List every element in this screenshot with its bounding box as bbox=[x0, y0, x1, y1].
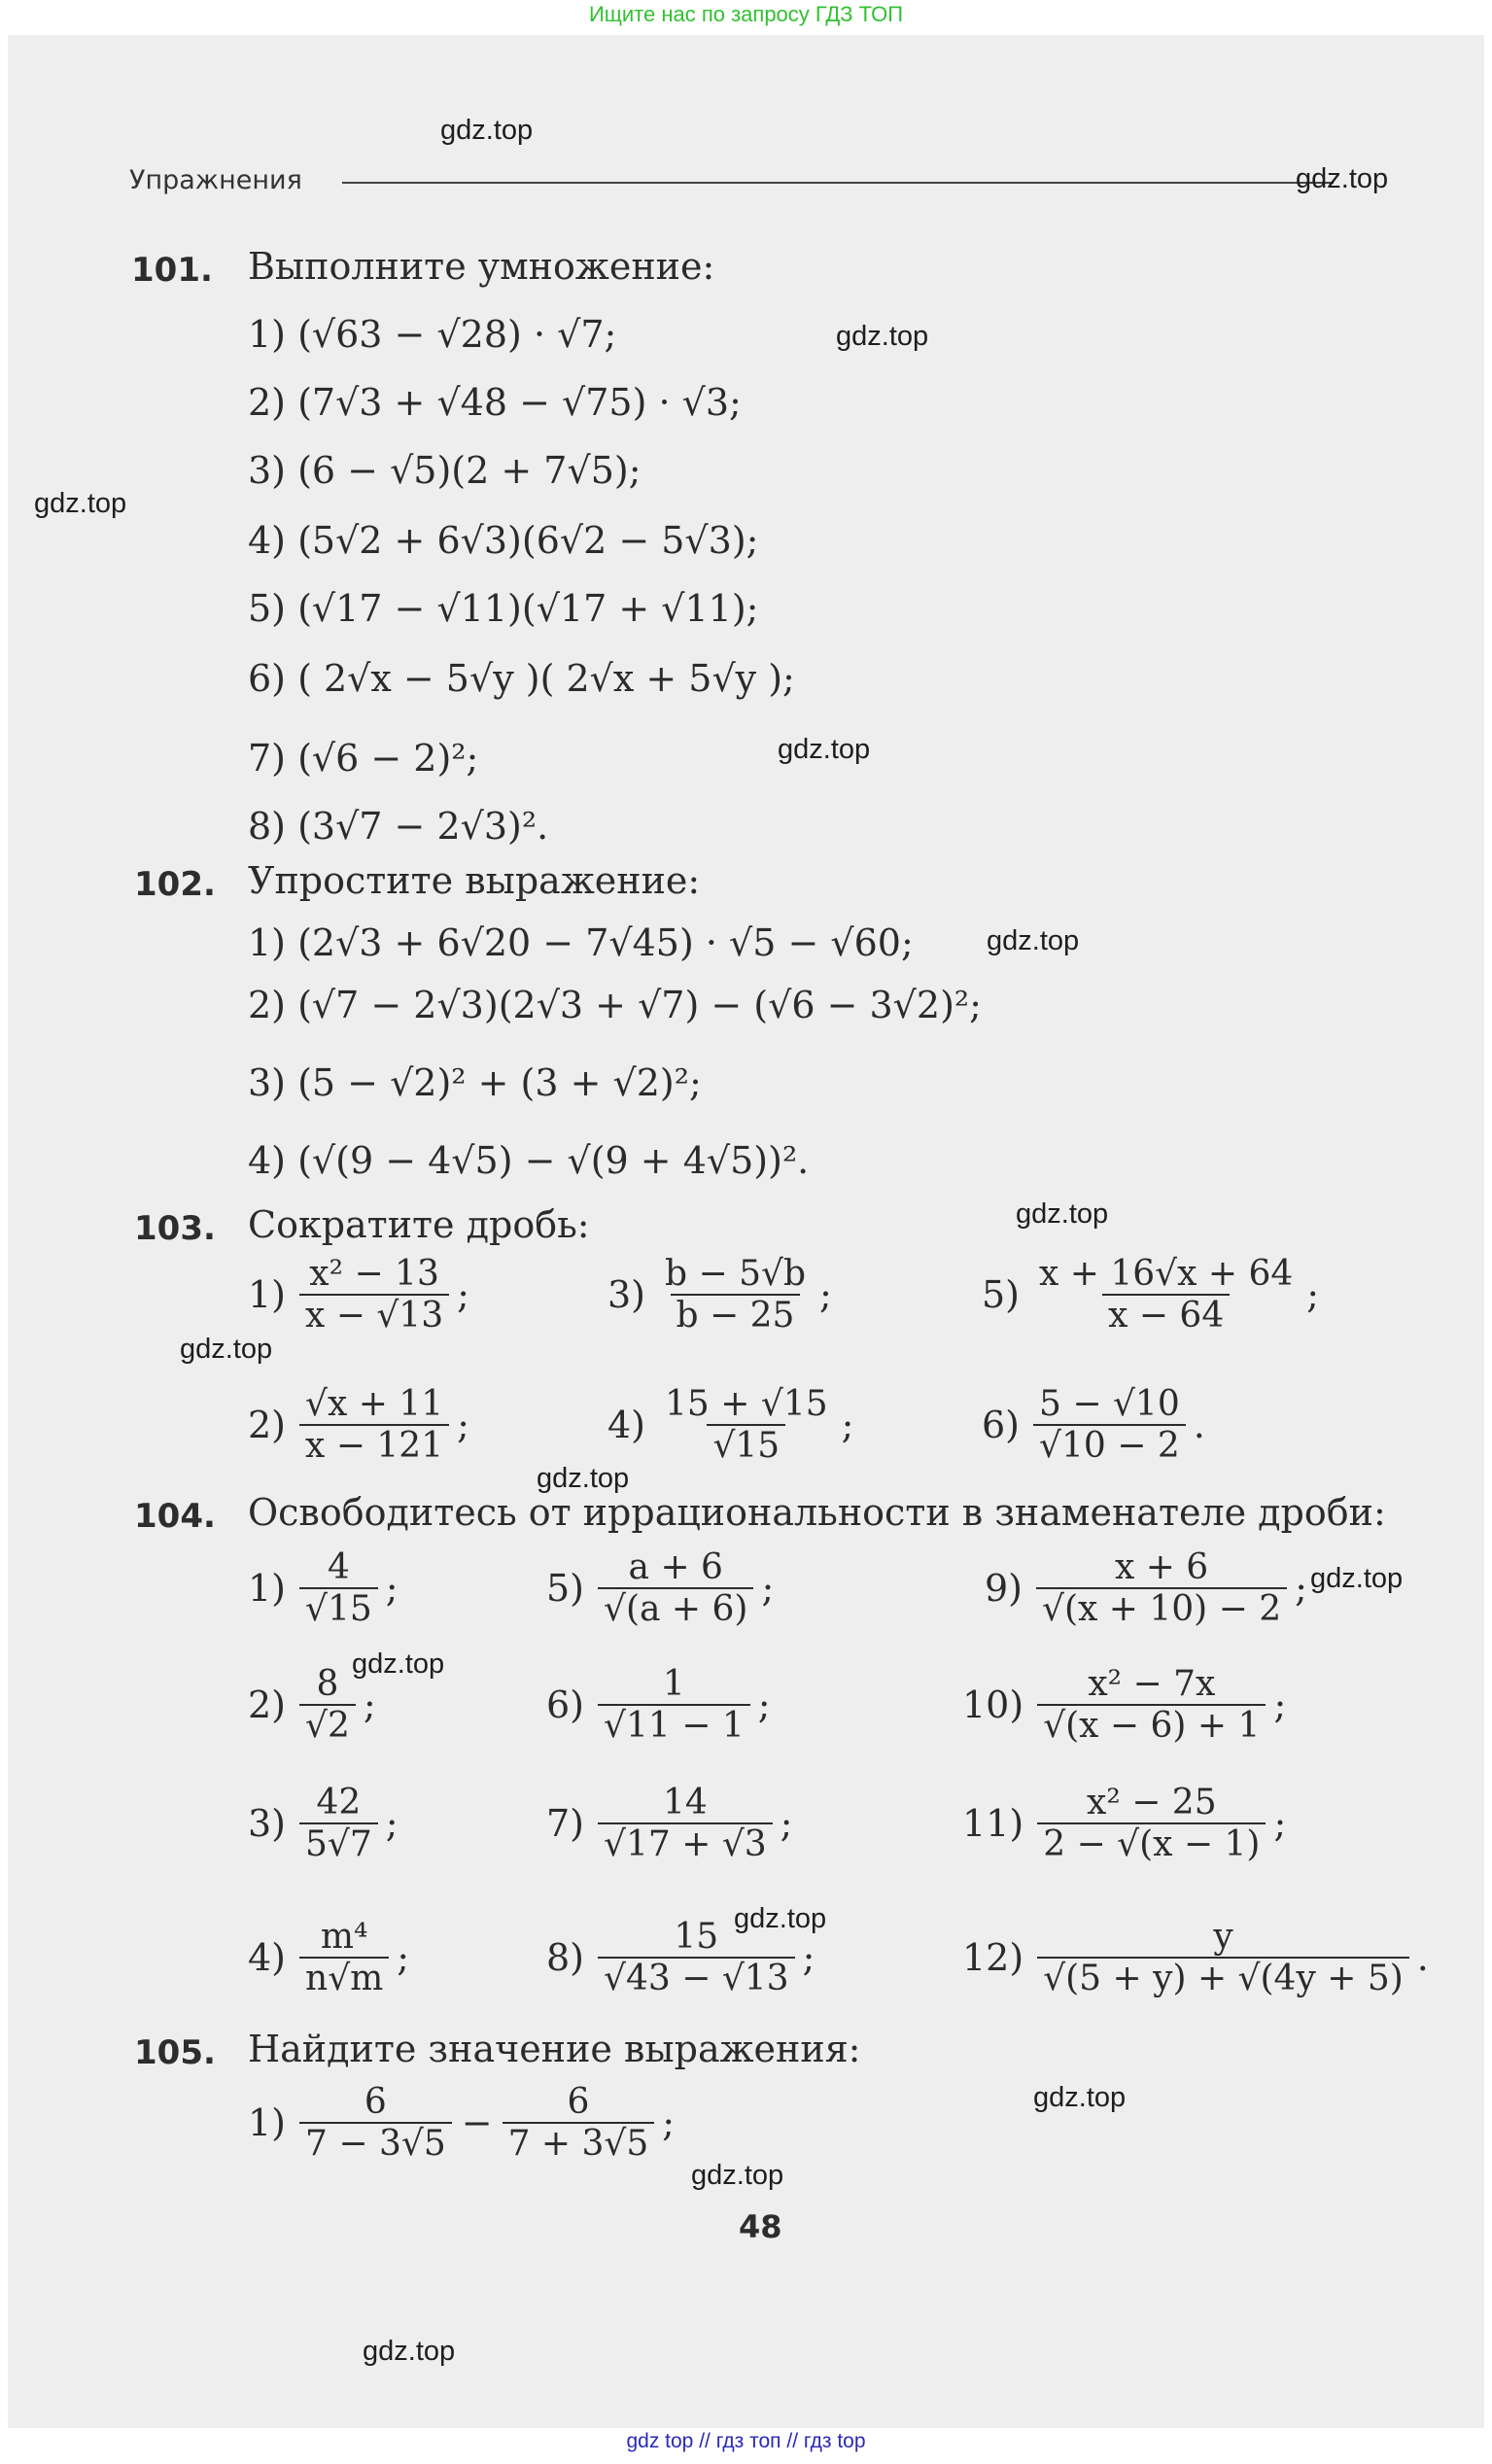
watermark: gdz.top bbox=[691, 2160, 784, 2191]
watermark: gdz.top bbox=[987, 925, 1080, 956]
watermark: gdz.top bbox=[537, 1463, 630, 1494]
fraction-item: 4) $\frac{\text{m⁴}}{n√m}$ ; bbox=[248, 1917, 410, 1999]
fraction-item: 3) $\frac{42}{5√7}$ ; bbox=[248, 1783, 399, 1865]
exercise-item: 3) (6 − √5)(2 + 7√5); bbox=[248, 449, 642, 492]
exercise-number: 103. bbox=[134, 1209, 216, 1248]
exercise-item: 3) (5 − √2)² + (3 + √2)²; bbox=[248, 1061, 702, 1104]
bottom-banner[interactable]: gdz top // гдз топ // гдз top bbox=[626, 2430, 866, 2452]
fraction-item: 6) $\frac{1}{√11 - 1}$ ; bbox=[546, 1664, 771, 1747]
watermark: gdz.top bbox=[836, 321, 929, 352]
watermark: gdz.top bbox=[778, 734, 871, 765]
fraction-item: 7) $\frac{14}{√17 + √3}$ ; bbox=[546, 1783, 793, 1865]
exercise-heading: Найдите значение выражения: bbox=[248, 2028, 861, 2070]
fraction-item: 12) $\frac{y}{√(5 + y) + √(4y + 5)}$ . bbox=[962, 1917, 1429, 1999]
watermark: gdz.top bbox=[1310, 1563, 1404, 1594]
exercise-item: 1) (2√3 + 6√20 − 7√45) · √5 − √60; bbox=[248, 921, 914, 964]
watermark: gdz.top bbox=[34, 488, 127, 519]
exercise-heading: Выполните умножение: bbox=[248, 245, 715, 288]
exercise-item: 4) (5√2 + 6√3)(6√2 − 5√3); bbox=[248, 519, 759, 562]
fraction-item: 5) $\frac{a + 6}{√(a + 6)}$ ; bbox=[546, 1547, 775, 1630]
watermark: gdz.top bbox=[180, 1334, 273, 1365]
fraction-item: 8) $\frac{15}{√43 - √13}$ ; bbox=[546, 1917, 815, 1999]
fraction-item: 4) $\frac{15 + √15}{√15}$ ; bbox=[607, 1384, 854, 1467]
exercise-number: 101. bbox=[131, 251, 213, 290]
exercise-item: 7) (√6 − 2)²; bbox=[248, 737, 479, 780]
watermark: gdz.top bbox=[440, 115, 534, 146]
exercise-item: 1) (√63 − √28) · √7; bbox=[248, 313, 617, 356]
fraction-item: 1) $\frac{4}{√15}$ ; bbox=[248, 1547, 399, 1630]
watermark: gdz.top bbox=[1296, 163, 1389, 194]
exercise-item: 2) (7√3 + √48 − √75) · √3; bbox=[248, 381, 742, 424]
watermark: gdz.top bbox=[1033, 2082, 1127, 2113]
fraction-item: 1) $\frac{6}{7 - 3√5}$ − $\frac{6}{7 + 3√5}$ ; bbox=[248, 2082, 676, 2165]
fraction-item: 10) $\frac{\text{x² − 7x}}{√(x - 6) + 1}$ ; bbox=[962, 1664, 1287, 1747]
watermark: gdz.top bbox=[352, 1648, 445, 1680]
fraction-item: 2) $\frac{√x + 11}{x - 121}$ ; bbox=[248, 1384, 469, 1467]
watermark: gdz.top bbox=[734, 1903, 827, 1934]
watermark: gdz.top bbox=[1016, 1198, 1109, 1230]
exercise-heading: Упростите выражение: bbox=[248, 859, 701, 902]
top-banner[interactable]: Ищите нас по запросу ГДЗ ТОП bbox=[588, 2, 904, 26]
exercise-item: 5) (√17 − √11)(√17 + √11); bbox=[248, 587, 759, 630]
exercise-item: 6) ( 2√x − 5√y )( 2√x + 5√y ); bbox=[248, 657, 795, 700]
exercise-item: 8) (3√7 − 2√3)². bbox=[248, 805, 549, 848]
fraction-item: 1) $\frac{\text{x² − 13}}{x - √13}$ ; bbox=[248, 1254, 469, 1336]
exercise-item: 2) (√7 − 2√3)(2√3 + √7) − (√6 − 3√2)²; bbox=[248, 984, 982, 1026]
exercise-heading: Сократите дробь: bbox=[248, 1203, 590, 1246]
fraction-item: 2) $\frac{8}{√2}$ ; bbox=[248, 1664, 376, 1747]
section-divider bbox=[342, 182, 1334, 184]
exercise-number: 104. bbox=[134, 1497, 216, 1536]
page-number: 48 bbox=[739, 2208, 782, 2245]
exercise-heading: Освободитесь от иррациональности в знаменателе дроби: bbox=[248, 1491, 1386, 1534]
section-title: Упражнения bbox=[129, 165, 302, 195]
fraction-item: 9) $\frac{x + 6}{√(x + 10) - 2}$ ; bbox=[985, 1547, 1307, 1630]
fraction-item: 11) $\frac{\text{x² − 25}}{2 - √(x - 1)}$ ; bbox=[962, 1783, 1287, 1865]
exercise-number: 105. bbox=[134, 2033, 216, 2072]
exercise-number: 102. bbox=[134, 865, 216, 904]
fraction-item: 3) $\frac{b - 5√b}{b - 25}$ ; bbox=[607, 1254, 832, 1336]
fraction-item: 6) $\frac{5 - √10}{√10 - 2}$ . bbox=[982, 1384, 1205, 1467]
watermark: gdz.top bbox=[363, 2336, 456, 2367]
exercise-item: 4) (√(9 − 4√5) − √(9 + 4√5))². bbox=[248, 1139, 810, 1182]
fraction-item: 5) $\frac{x + 16√x + 64}{x - 64}$ ; bbox=[982, 1254, 1320, 1336]
